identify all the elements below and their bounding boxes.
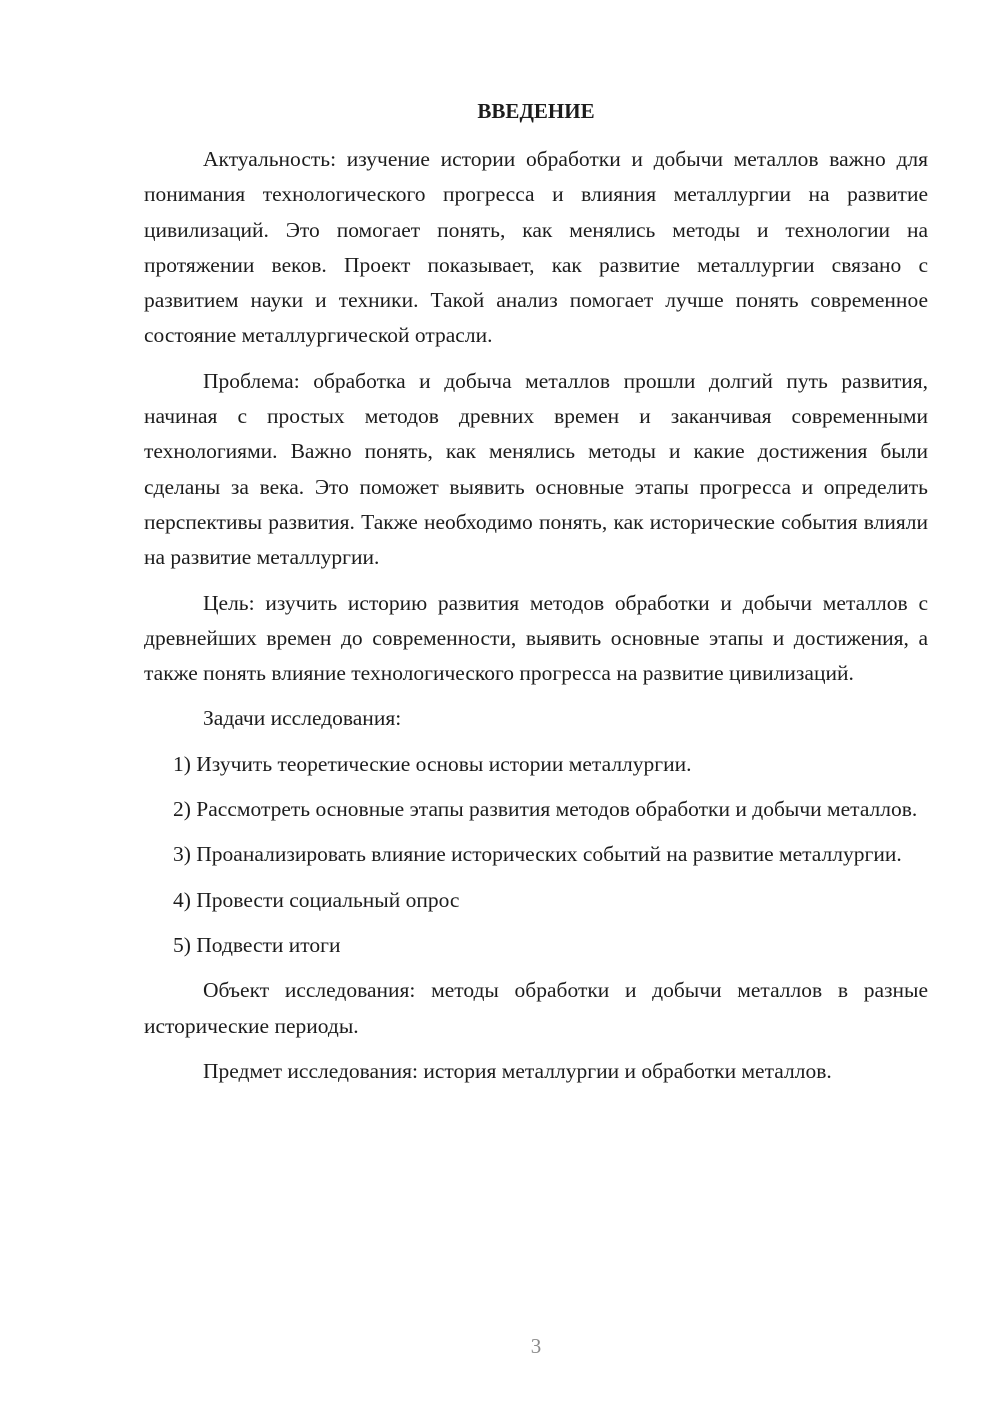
research-subject-paragraph: Предмет исследования: история металлургии и обработки металлов. xyxy=(203,1058,832,1083)
task-item-4: 4) Провести социальный опрос xyxy=(173,887,460,912)
task-item-5: 5) Подвести итоги xyxy=(173,932,341,957)
document-body xyxy=(144,142,928,1099)
tasks-heading: Задачи исследования: xyxy=(203,706,402,731)
task-item-2: 2) Рассмотреть основные этапы развития методов обработки и добычи металлов. xyxy=(173,797,918,822)
research-object-paragraph: Объект исследования: методы обработки и добычи металлов в разные исторические периоды. xyxy=(144,978,928,1038)
task-item-1: 1) Изучить теоретические основы истории металлургии. xyxy=(173,751,692,776)
page-number: 3 xyxy=(530,1334,542,1358)
task-item-3: 3) Проанализировать влияние исторических событий на развитие металлургии. xyxy=(173,842,902,867)
goal-paragraph: Цель: изучить историю развития методов обработки и добычи металлов с древнейших времен до современности, выявить основные этапы и достижения, а также понять влияние технологического прогресса на развитие цивилизаций. xyxy=(144,590,928,686)
relevance-paragraph: Актуальность: изучение истории обработки и добычи металлов важно для понимания технологического прогресса и влияния металлургии на развитие цивилизаций. Это помогает понять, как менялись методы и технологии на протяжении веков. Проект показывает, как развитие металлургии связано с развитием науки и техники. Такой анализ помогает лучше понять современное состояние металлургической отрасли. xyxy=(144,147,928,348)
page-title: ВВЕДЕНИЕ xyxy=(477,99,595,123)
problem-paragraph: Проблема: обработка и добыча металлов прошли долгий путь развития, начиная с простых методов древних времен и заканчивая современными технологиями. Важно понять, как менялись методы и какие достижения были сделаны за века. Это поможет выявить основные этапы прогресса и определить перспективы развития. Также необходимо понять, как исторические события влияли на развитие металлургии. xyxy=(144,368,928,570)
